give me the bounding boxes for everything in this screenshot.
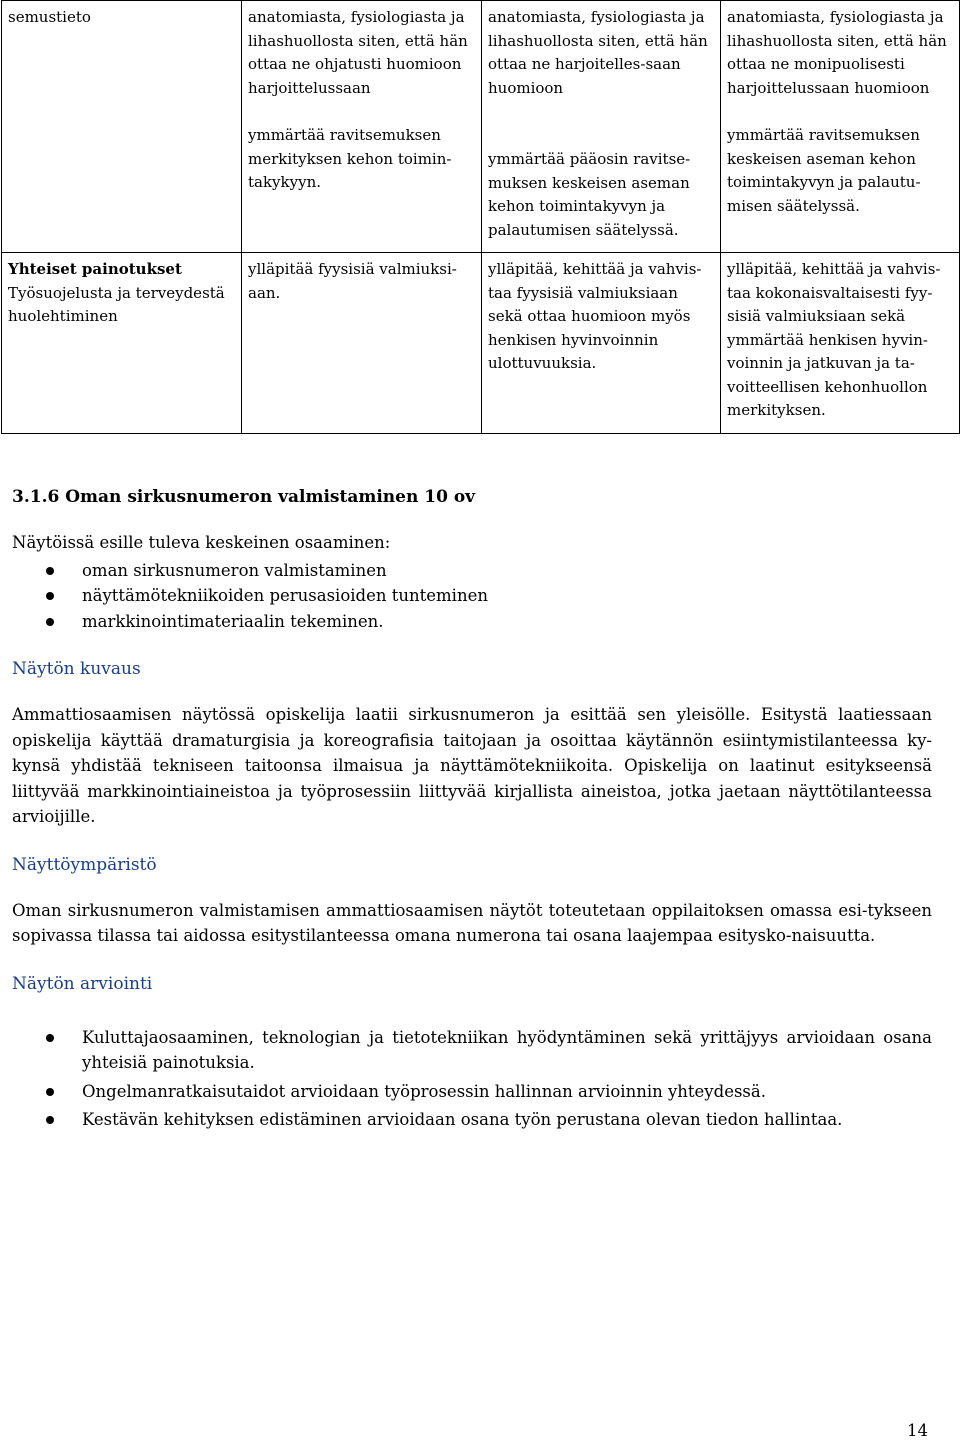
section-title: 3.1.6 Oman sirkusnumeron valmistaminen 10 ov xyxy=(12,487,476,507)
kuvaus-text: Ammattiosaamisen näytössä opiskelija laatii sirkusnumeron ja esittää sen yleisölle. Esitystä laatiessaan opiskelija käyttää dramaturgisia ja koreografisia taitojaan ja osoittaa käytännön esiintymistilanteessa ky-kynsä yhdistää tekniseen taitoonsa ilmaisua ja näyttämötekniikoita. Opiskelija on laatinut esitykseensä liittyvää markkinointiaineistoa ja työprosessiin liittyvää kirjallista aineistoa, jotka jaetaan näyttötilanteessa arvioijille. xyxy=(12,705,932,826)
bullet-icon xyxy=(46,567,54,575)
bullet-icon xyxy=(46,1088,54,1096)
bullet-icon xyxy=(46,1116,54,1124)
level2-cell xyxy=(482,253,721,434)
table-row xyxy=(2,253,960,434)
assessment-criteria-table xyxy=(1,0,960,434)
level3-cell xyxy=(721,1,960,253)
level2-text: ymmärtää pääosin ravitse-muksen keskeisen aseman kehon toimintakyvyn ja palautumisen säätelyssä. xyxy=(488,150,691,239)
list-item: Kestävän kehityksen edistäminen arvioidaan osana työn perustana olevan tiedon hallintaa. xyxy=(12,1107,932,1133)
ymparisto-heading: Näyttöympäristö xyxy=(12,854,157,875)
row-label: Työsuojelusta ja terveydestä huolehtiminen xyxy=(8,283,225,325)
list-item: Ongelmanratkaisutaidot arvioidaan työprosessin hallinnan arvioinnin yhteydessä. xyxy=(12,1079,932,1105)
level2-cell xyxy=(482,1,721,253)
row-label-cell xyxy=(2,253,242,434)
level3-text: ymmärtää ravitsemuksen keskeisen aseman kehon toimintakyvyn ja palautu-misen säätelyssä. xyxy=(727,126,921,215)
level3-text: anatomiasta, fysiologiasta ja lihashuollosta siten, että hän ottaa ne monipuolisesti harjoittelussaan huomioon xyxy=(727,8,947,97)
competence-list xyxy=(12,558,932,635)
ymparisto-text: Oman sirkusnumeron valmistamisen ammattiosaamisen näytöt toteutetaan oppilaitoksen omassa esi-tykseen sopivassa tilassa tai aidossa esitystilanteessa omana numerona tai osana laajempaa esitysko-naisuutta. xyxy=(12,900,932,945)
list-item: oman sirkusnumeron valmistaminen xyxy=(12,558,932,584)
level1-text: ylläpitää fyysisiä valmiuksi-aan. xyxy=(248,260,457,302)
level1-text: ymmärtää ravitsemuksen merkityksen kehon toimin-takykyyn. xyxy=(248,126,452,191)
competence-intro: Näytöissä esille tuleva keskeinen osaaminen: xyxy=(12,533,391,552)
row-label-bold: Yhteiset painotukset xyxy=(8,260,182,278)
level1-text: anatomiasta, fysiologiasta ja lihashuollosta siten, että hän ottaa ne ohjatusti huomioon harjoittelussaan xyxy=(248,8,468,97)
row-label: semustieto xyxy=(8,8,91,26)
bullet-icon xyxy=(46,618,54,626)
page-number: 14 xyxy=(907,1421,928,1440)
level2-text: ylläpitää, kehittää ja vahvis-taa fyysisiä valmiuksiaan sekä ottaa huomioon myös henkisen hyvinvoinnin ulottuvuuksia. xyxy=(488,260,702,372)
bullet-icon xyxy=(46,1034,54,1042)
arviointi-heading: Näytön arviointi xyxy=(12,973,153,994)
row-label-cell xyxy=(2,1,242,253)
list-item: markkinointimateriaalin tekeminen. xyxy=(12,609,932,635)
level2-text: anatomiasta, fysiologiasta ja lihashuollosta siten, että hän ottaa ne harjoitelles-saan huomioon xyxy=(488,8,708,97)
table-row xyxy=(2,1,960,253)
section-content xyxy=(12,484,932,1136)
level1-cell xyxy=(242,253,482,434)
level3-cell xyxy=(721,253,960,434)
level3-text: ylläpitää, kehittää ja vahvis-taa kokonaisvaltaisesti fyy-sisiä valmiuksiaan sekä ymmärtää henkisen hyvin-voinnin ja jatkuvan ja ta-voitteellisen kehonhuollon merkityksen. xyxy=(727,260,941,419)
bullet-icon xyxy=(46,592,54,600)
list-item: Kuluttajaosaaminen, teknologian ja tietotekniikan hyödyntäminen sekä yrittäjyys arvioidaan osana yhteisiä painotuksia. xyxy=(12,1025,932,1076)
level1-cell xyxy=(242,1,482,253)
arviointi-list xyxy=(12,1025,932,1133)
list-item: näyttämötekniikoiden perusasioiden tunteminen xyxy=(12,583,932,609)
kuvaus-heading: Näytön kuvaus xyxy=(12,659,141,679)
